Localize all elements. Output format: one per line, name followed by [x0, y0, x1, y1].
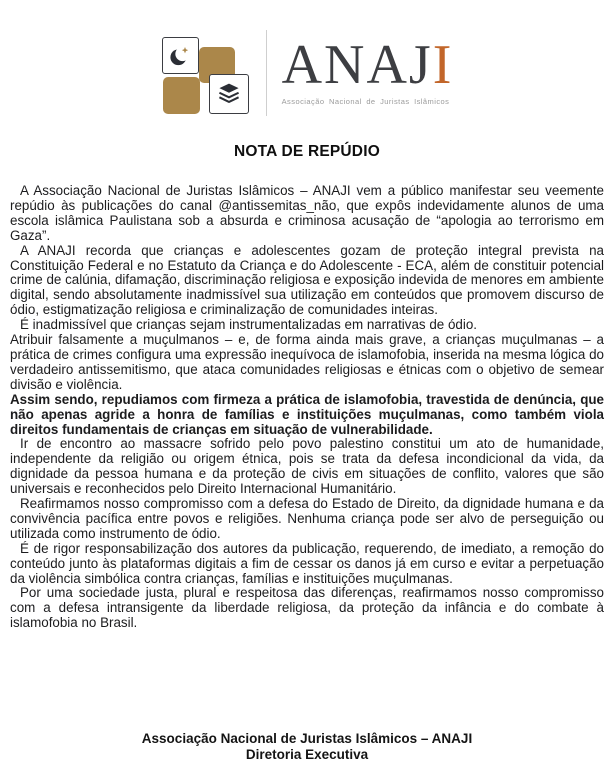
books-square — [209, 74, 249, 114]
paragraph: É inadmissível que crianças sejam instrumentalizadas em narrativas de ódio. — [20, 317, 477, 333]
signature-org: Associação Nacional de Juristas Islâmicos – ANAJI — [141, 731, 473, 746]
paragraph: A Associação Nacional de Juristas Islâmicos – ANAJI vem a público manifestar seu veemente repúdio às publicações do canal @antissemitas_não, que expôs indevidamente alunos de uma escola islâmica Paulistana sob a absurda e criminosa acusação de “apologia ao terrorismo em Gaza”. — [10, 183, 604, 243]
document-body — [10, 184, 604, 631]
paragraph: Por uma sociedade justa, plural e respeitosa das diferenças, reafirmamos nosso compromisso com a defesa intransigente da liberdade religiosa, da proteção da infância e do combate à islamofobia no Brasil. — [10, 585, 604, 631]
signature-block — [0, 731, 614, 762]
anaji-logo-mark — [161, 31, 251, 115]
logo-wordmark-block — [281, 34, 454, 106]
paragraph: Ir de encontro ao massacre sofrido pelo povo palestino constitui um ato de humanidade, independente da religião ou origem étnica, pois se trata da defesa incondicional da vida, da dignidade da pessoa humana e da proteção de civis em situações de conflito, valores que são universais e reconhecidos pelo Direito Internacional Humanitário. — [10, 436, 604, 497]
logo-header — [0, 0, 614, 116]
paragraph: Reafirmamos nosso compromisso com a defesa do Estado de Direito, da dignidade humana e da convivência pacífica entre povos e religiões. Nenhuma criança pode ser alvo de perseguição ou utilizada como instrumento de ódio. — [10, 496, 604, 541]
wordmark-main: ANAJ — [281, 34, 433, 97]
logo-gold-square-bottom — [163, 77, 200, 114]
books-icon — [214, 79, 244, 109]
logo-wordmark — [281, 34, 454, 97]
paragraph: É de rigor responsabilização dos autores da publicação, requerendo, de imediato, a remoção do conteúdo junto às plataformas digitais a fim de cessar os danos já em curso e evitar a perpetuação da violência simbólica contra crianças, famílias e instituições muçulmanas. — [10, 540, 604, 586]
logo-divider-line — [266, 30, 267, 116]
crescent-moon-icon — [165, 41, 195, 71]
paragraph: A ANAJI recorda que crianças e adolescentes gozam de proteção integral prevista na Constituição Federal e no Estatuto da Criança e do Adolescente - ECA, além de constituir potencial crime de calúnia, difamação, discriminação religiosa e exposição indevida de menores em ambiente digital, sendo absolutamente inadmissível sua utilização em conteúdos que promovem discurso de ódio, estigmatização religiosa e criminalização de comunidades inteiras. — [10, 242, 604, 318]
signature-role: Diretoria Executiva — [245, 746, 369, 762]
page-title: NOTA DE REPÚDIO — [234, 143, 380, 160]
logo-subtitle: Associação Nacional de Juristas Islâmicos — [281, 96, 450, 106]
paragraph: Atribuir falsamente a muçulmanos – e, de forma ainda mais grave, a crianças muçulmanas – a prática de crimes configura uma expressão inequívoca de islamofobia, inserida na mesma lógica do verdadeiro antissemitismo, que ataca comunidades religiosas e étnicas com o objetivo de semear divisão e violência. — [10, 332, 604, 392]
crescent-square — [162, 37, 199, 74]
wordmark-accent-letter: I — [432, 34, 454, 97]
paragraph-bold: Assim sendo, repudiamos com firmeza a prática de islamofobia, travestida de denúncia, que não apenas agride a honra de famílias e instituições muçulmanas, como também viola direitos fundamentais de crianças em situação de vulnerabilidade. — [10, 391, 604, 437]
